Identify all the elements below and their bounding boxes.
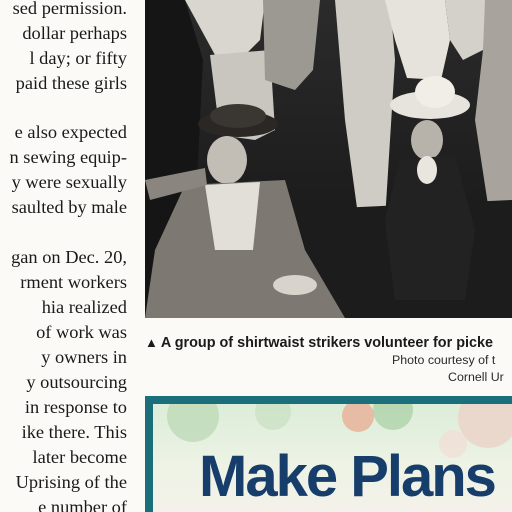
photo-caption — [145, 335, 512, 355]
article-line: in response to — [24, 397, 127, 417]
article-line: y were sexually — [11, 172, 127, 192]
strikers-photo — [145, 0, 512, 318]
article-line: later become — [32, 447, 127, 467]
article-line: l day; or fifty — [29, 48, 127, 68]
article-line: Uprising of the — [15, 472, 127, 492]
article-line: hia realized — [41, 297, 127, 317]
article-line: paid these girls — [15, 73, 127, 93]
article-line: dollar perhaps — [22, 23, 127, 43]
article-line: of work was — [36, 322, 127, 342]
article-line: gan on Dec. 20, — [11, 247, 127, 267]
photo-credit-line-1: Photo courtesy of t — [392, 353, 496, 367]
article-line: saulted by male — [11, 197, 127, 217]
article-line: sed permission. — [12, 0, 127, 18]
article-text-column — [0, 0, 131, 512]
photo-credit-line-2: Cornell Ur — [448, 370, 504, 384]
article-line: n sewing equip- — [9, 147, 127, 167]
article-line: y owners in — [41, 347, 127, 367]
article-line: ike there. This — [21, 422, 127, 442]
article-line: rment workers — [20, 272, 127, 292]
article-line: y outsourcing — [26, 372, 127, 392]
article-line: e number of — [38, 497, 127, 512]
caption-marker-icon: ▲ — [145, 335, 158, 350]
caption-text: A group of shirtwaist strikers volunteer for picke — [160, 335, 493, 351]
ad-headline: Make Plans — [199, 444, 495, 509]
article-line: e also expected — [14, 122, 127, 142]
advertisement-box — [145, 396, 512, 512]
advertisement-panel — [153, 404, 512, 512]
